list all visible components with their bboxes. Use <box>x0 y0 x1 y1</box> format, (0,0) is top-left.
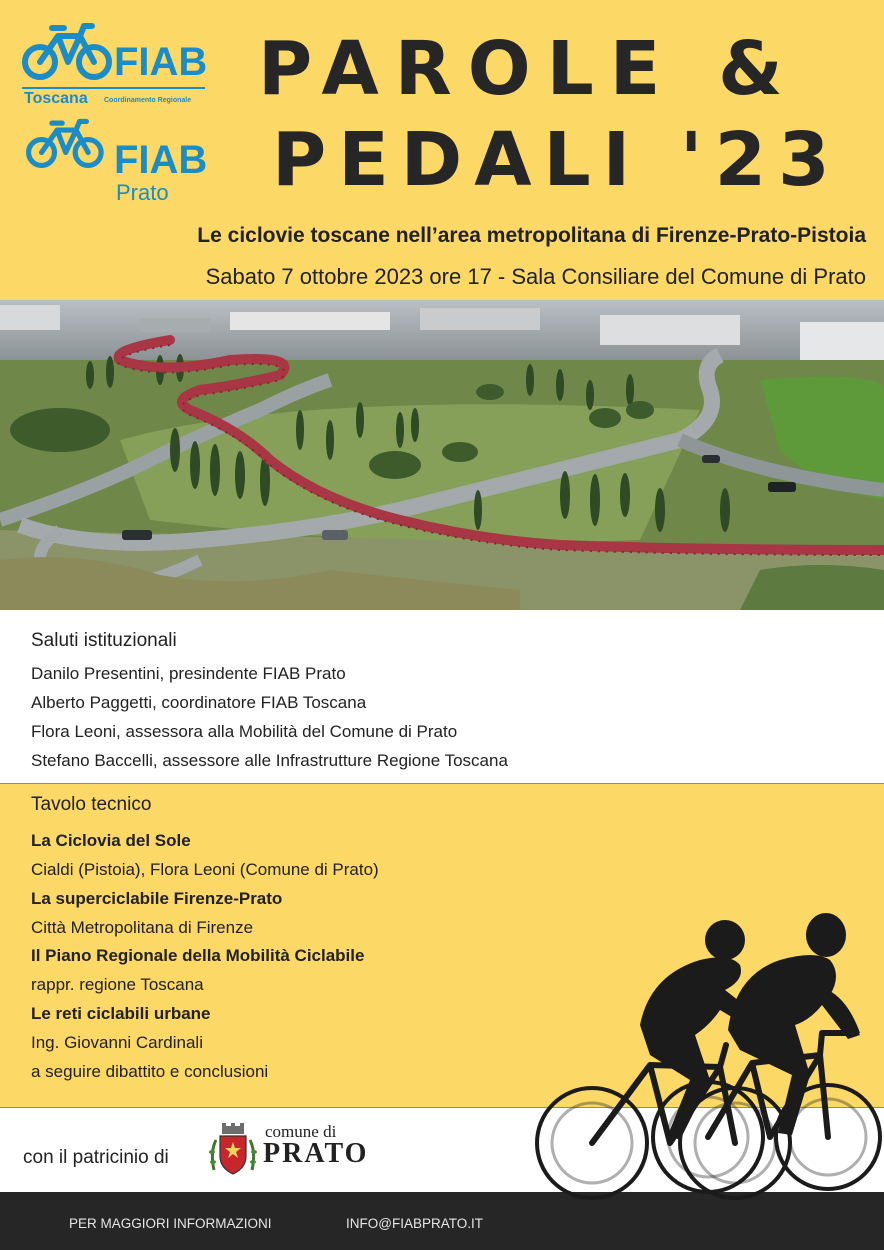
fiab-region: Toscana <box>24 90 88 107</box>
footer-info-label: PER MAGGIORI INFORMAZIONI <box>69 1216 272 1231</box>
comune-crest-icon <box>208 1122 258 1180</box>
program-topic: La superciclabile Firenze-Prato <box>31 889 283 908</box>
speaker-line: Flora Leoni, assessora alla Mobilità del Comune di Prato <box>31 722 458 741</box>
program-topic: Il Piano Regionale della Mobilità Ciclabile <box>31 946 365 965</box>
event-date-location: Sabato 7 ottobre 2023 ore 17 - Sala Consiliare del Comune di Prato <box>205 264 866 289</box>
bicycle-icon <box>22 20 117 82</box>
fiab-city: Prato <box>116 180 169 205</box>
speaker-line: Stefano Baccelli, assessore alle Infrastrutture Regione Toscana <box>31 751 508 770</box>
cyclists-silhouette <box>530 905 884 1200</box>
fiab-region-note: Coordinamento Regionale <box>104 97 192 104</box>
comune-label-big: PRATO <box>263 1138 369 1169</box>
program-speaker: Ing. Giovanni Cardinali <box>31 1033 203 1052</box>
fiab-prato-logo <box>22 112 222 207</box>
title-line-2: PEDALI '23 <box>272 117 842 203</box>
title-line-1: PAROLE & <box>258 26 799 112</box>
footer <box>0 1192 884 1250</box>
speaker-line: Danilo Presentini, presindente FIAB Prato <box>31 664 346 683</box>
fiab-name: FIAB <box>114 138 208 182</box>
cycle-bridge-photo <box>0 300 884 610</box>
subtitle: Le ciclovie toscane nell’area metropolitana di Firenze-Prato-Pistoia <box>197 224 866 247</box>
program-topic: Le reti ciclabili urbane <box>31 1004 211 1023</box>
program-speaker: Cialdi (Pistoia), Flora Leoni (Comune di Prato) <box>31 860 379 879</box>
patronage-label: con il patricinio di <box>23 1147 169 1168</box>
greetings-section <box>0 610 884 784</box>
footer-email-link[interactable]: INFO@FIABPRATO.IT <box>346 1216 483 1231</box>
fiab-toscana-logo <box>22 18 222 108</box>
bicycle-icon <box>26 114 108 172</box>
speaker-line: Alberto Paggetti, coordinatore FIAB Toscana <box>31 693 367 712</box>
header <box>0 0 884 300</box>
program-speaker: rappr. regione Toscana <box>31 975 204 994</box>
greetings-title: Saluti istituzionali <box>31 630 177 651</box>
program-title: Tavolo tecnico <box>31 794 152 815</box>
program-topic: La Ciclovia del Sole <box>31 831 191 850</box>
comune-label-small: comune di <box>265 1122 337 1141</box>
program-speaker: Città Metropolitana di Firenze <box>31 918 254 937</box>
fiab-name: FIAB <box>114 40 208 84</box>
program-closing: a seguire dibattito e conclusioni <box>31 1062 269 1081</box>
